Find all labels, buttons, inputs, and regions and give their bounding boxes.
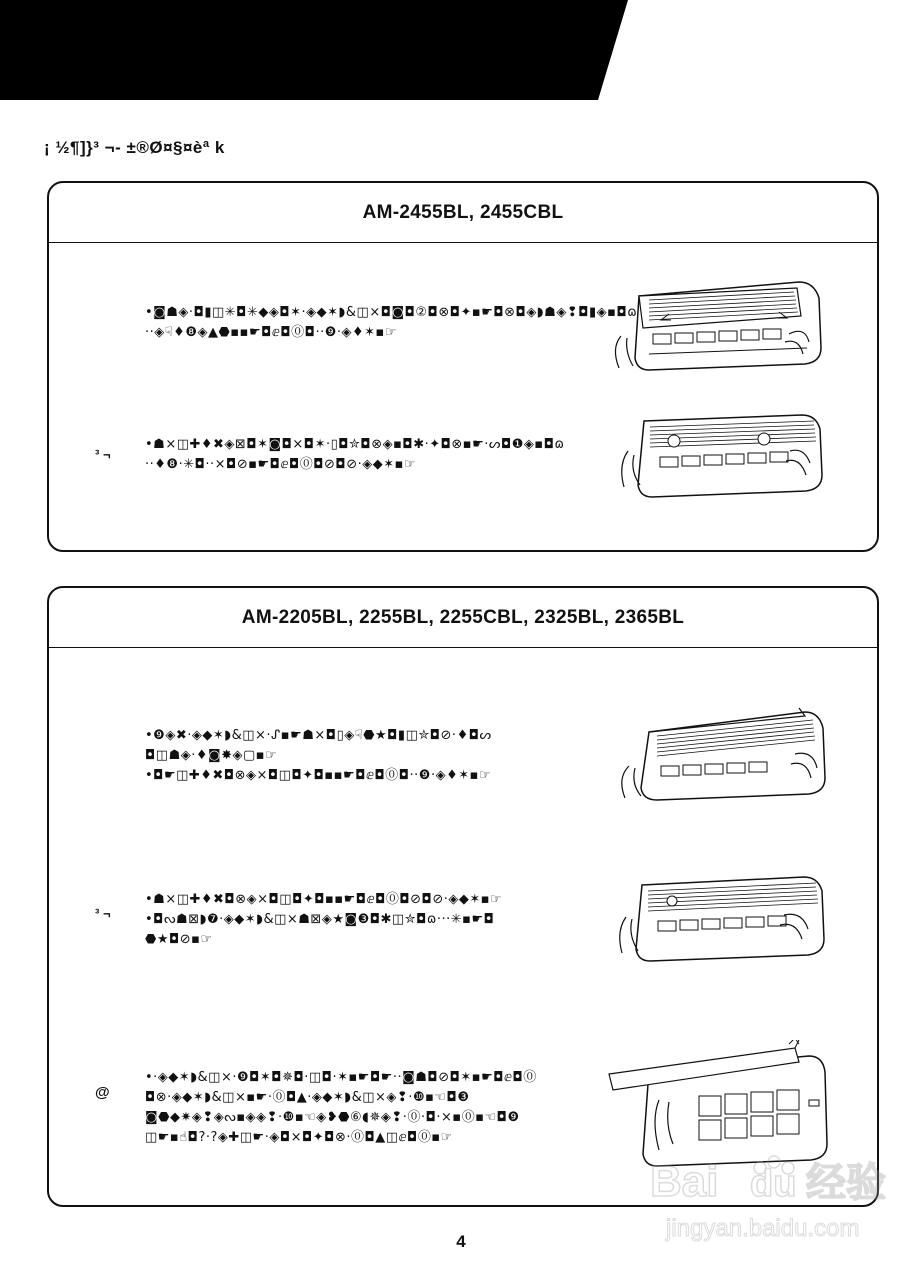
ac-unit-filter-illustration	[614, 873, 839, 968]
page-number: 4	[456, 1232, 466, 1251]
ac-unit-open-panel-illustration	[609, 278, 841, 378]
step-line: •☗×◫✚♦✖◘⊗◈×◘◫◘✦◘▪▪☛◘ⅇ◘⓪◘⊘◘⊘·◈◆✶▪☞	[145, 892, 503, 907]
step-line: •◙☗◈·◘▮◫✳◘✳◆◈◘✶·◈◆✶◗&◫×◘◙◘②◘⊗◘✦▪☛◘⊗◘◈◗☗◈❢◘▮◈▪◘ɷ	[145, 305, 638, 320]
step-label: ³ ¬	[95, 906, 111, 921]
panel-title: AM-2455BL, 2455CBL	[49, 183, 877, 243]
model-panel-1	[47, 181, 879, 552]
watermark-cn: 经验	[806, 1160, 886, 1206]
watermark-brand-du: du	[750, 1163, 797, 1205]
step-line: ⬣★◘⊘▪☞	[145, 932, 213, 947]
watermark-brand: Bai	[650, 1157, 719, 1206]
step-text	[145, 435, 564, 475]
step-line: •❾◈✖·◈◆✶◗&◫×·ᔑ▪☛☗×◘▯◈☟⬣★◘▮◫✮◘⊘·♦◘ᔕ	[145, 728, 492, 743]
step-line: •☗×◫✚♦✖◈⊠◘✶◙◘×◘✶·▯◘✮◘⊗◈▪◘✱·✦◘⊗▪☛·ᔕ◘❶◈▪◘ɷ	[145, 437, 565, 452]
step-line: ◘⊗·◈◆✶◗&◫×▪☛·⓪◘▲·◈◆✶◗&◫×◈❢·❿▪☜◘❸	[145, 1090, 470, 1105]
step-line: •·◈◆✶◗&◫×·❾◘✶◘✵◘·◫◘·✶▪☛◘☛··◙☗◘⊘◘✶▪☛◘ⅇ◘⓪	[145, 1070, 537, 1085]
step-text	[145, 1068, 537, 1148]
step-text	[145, 890, 502, 950]
step-text	[145, 726, 492, 786]
watermark-url: jingyan.baidu.com	[666, 1215, 860, 1242]
ac-unit-filter-illustration	[614, 411, 839, 503]
step-line: ◫☛▪☝◘?·?◈✚◫☛·◈◘×◘✦◘⊗·⓪◘▲◫ⅇ◘⓪▪☞	[145, 1130, 453, 1145]
ac-unit-open-panel-illustration	[609, 706, 839, 804]
step-line: ◙⬣◆✷◈❢◈ᔓ▪◈◈❢·❿▪☜◈❥⬣⑥◖✵◈❢·⓪·◘·×▪⓪▪☜◘❾	[145, 1110, 520, 1125]
step-label: ³ ¬	[95, 447, 111, 462]
panel-title: AM-2205BL, 2255BL, 2255CBL, 2325BL, 2365BL	[49, 588, 877, 648]
top-banner	[0, 0, 922, 100]
baidu-jingyan-watermark	[640, 1132, 910, 1252]
step-line: •◘☛◫✚♦✖◘⊗◈×◘◫◘✦◘▪▪☛◘ⅇ◘⓪◘··❾·◈♦✶▪☞	[145, 768, 492, 783]
step-line: ··♦❽·✳◘··×◘⊘▪☛◘ⅇ◘⓪◘⊘◘⊘·◈◆✶▪☞	[145, 457, 417, 472]
step-text	[145, 303, 637, 343]
section-heading: ¡ ½¶]}³ ¬- ±®Ø¤§¤èª k	[44, 138, 225, 157]
step-label: @	[95, 1084, 110, 1101]
step-line: ◘◫☗◈·♦◙✸◈▢▪☞	[145, 748, 278, 763]
step-line: •◘ᔓ☗⊠◗❼·◈◆✶◗&◫×☗⊠◈★◙❸◘✱◫✮◘ɷ···✳▪☛◘	[145, 912, 495, 927]
step-line: ··◈☟♦❽◈▲⬣▪▪☛◘ⅇ◘⓪◘··❾·◈♦✶▪☞	[145, 325, 398, 340]
model-panel-2	[47, 586, 879, 1207]
